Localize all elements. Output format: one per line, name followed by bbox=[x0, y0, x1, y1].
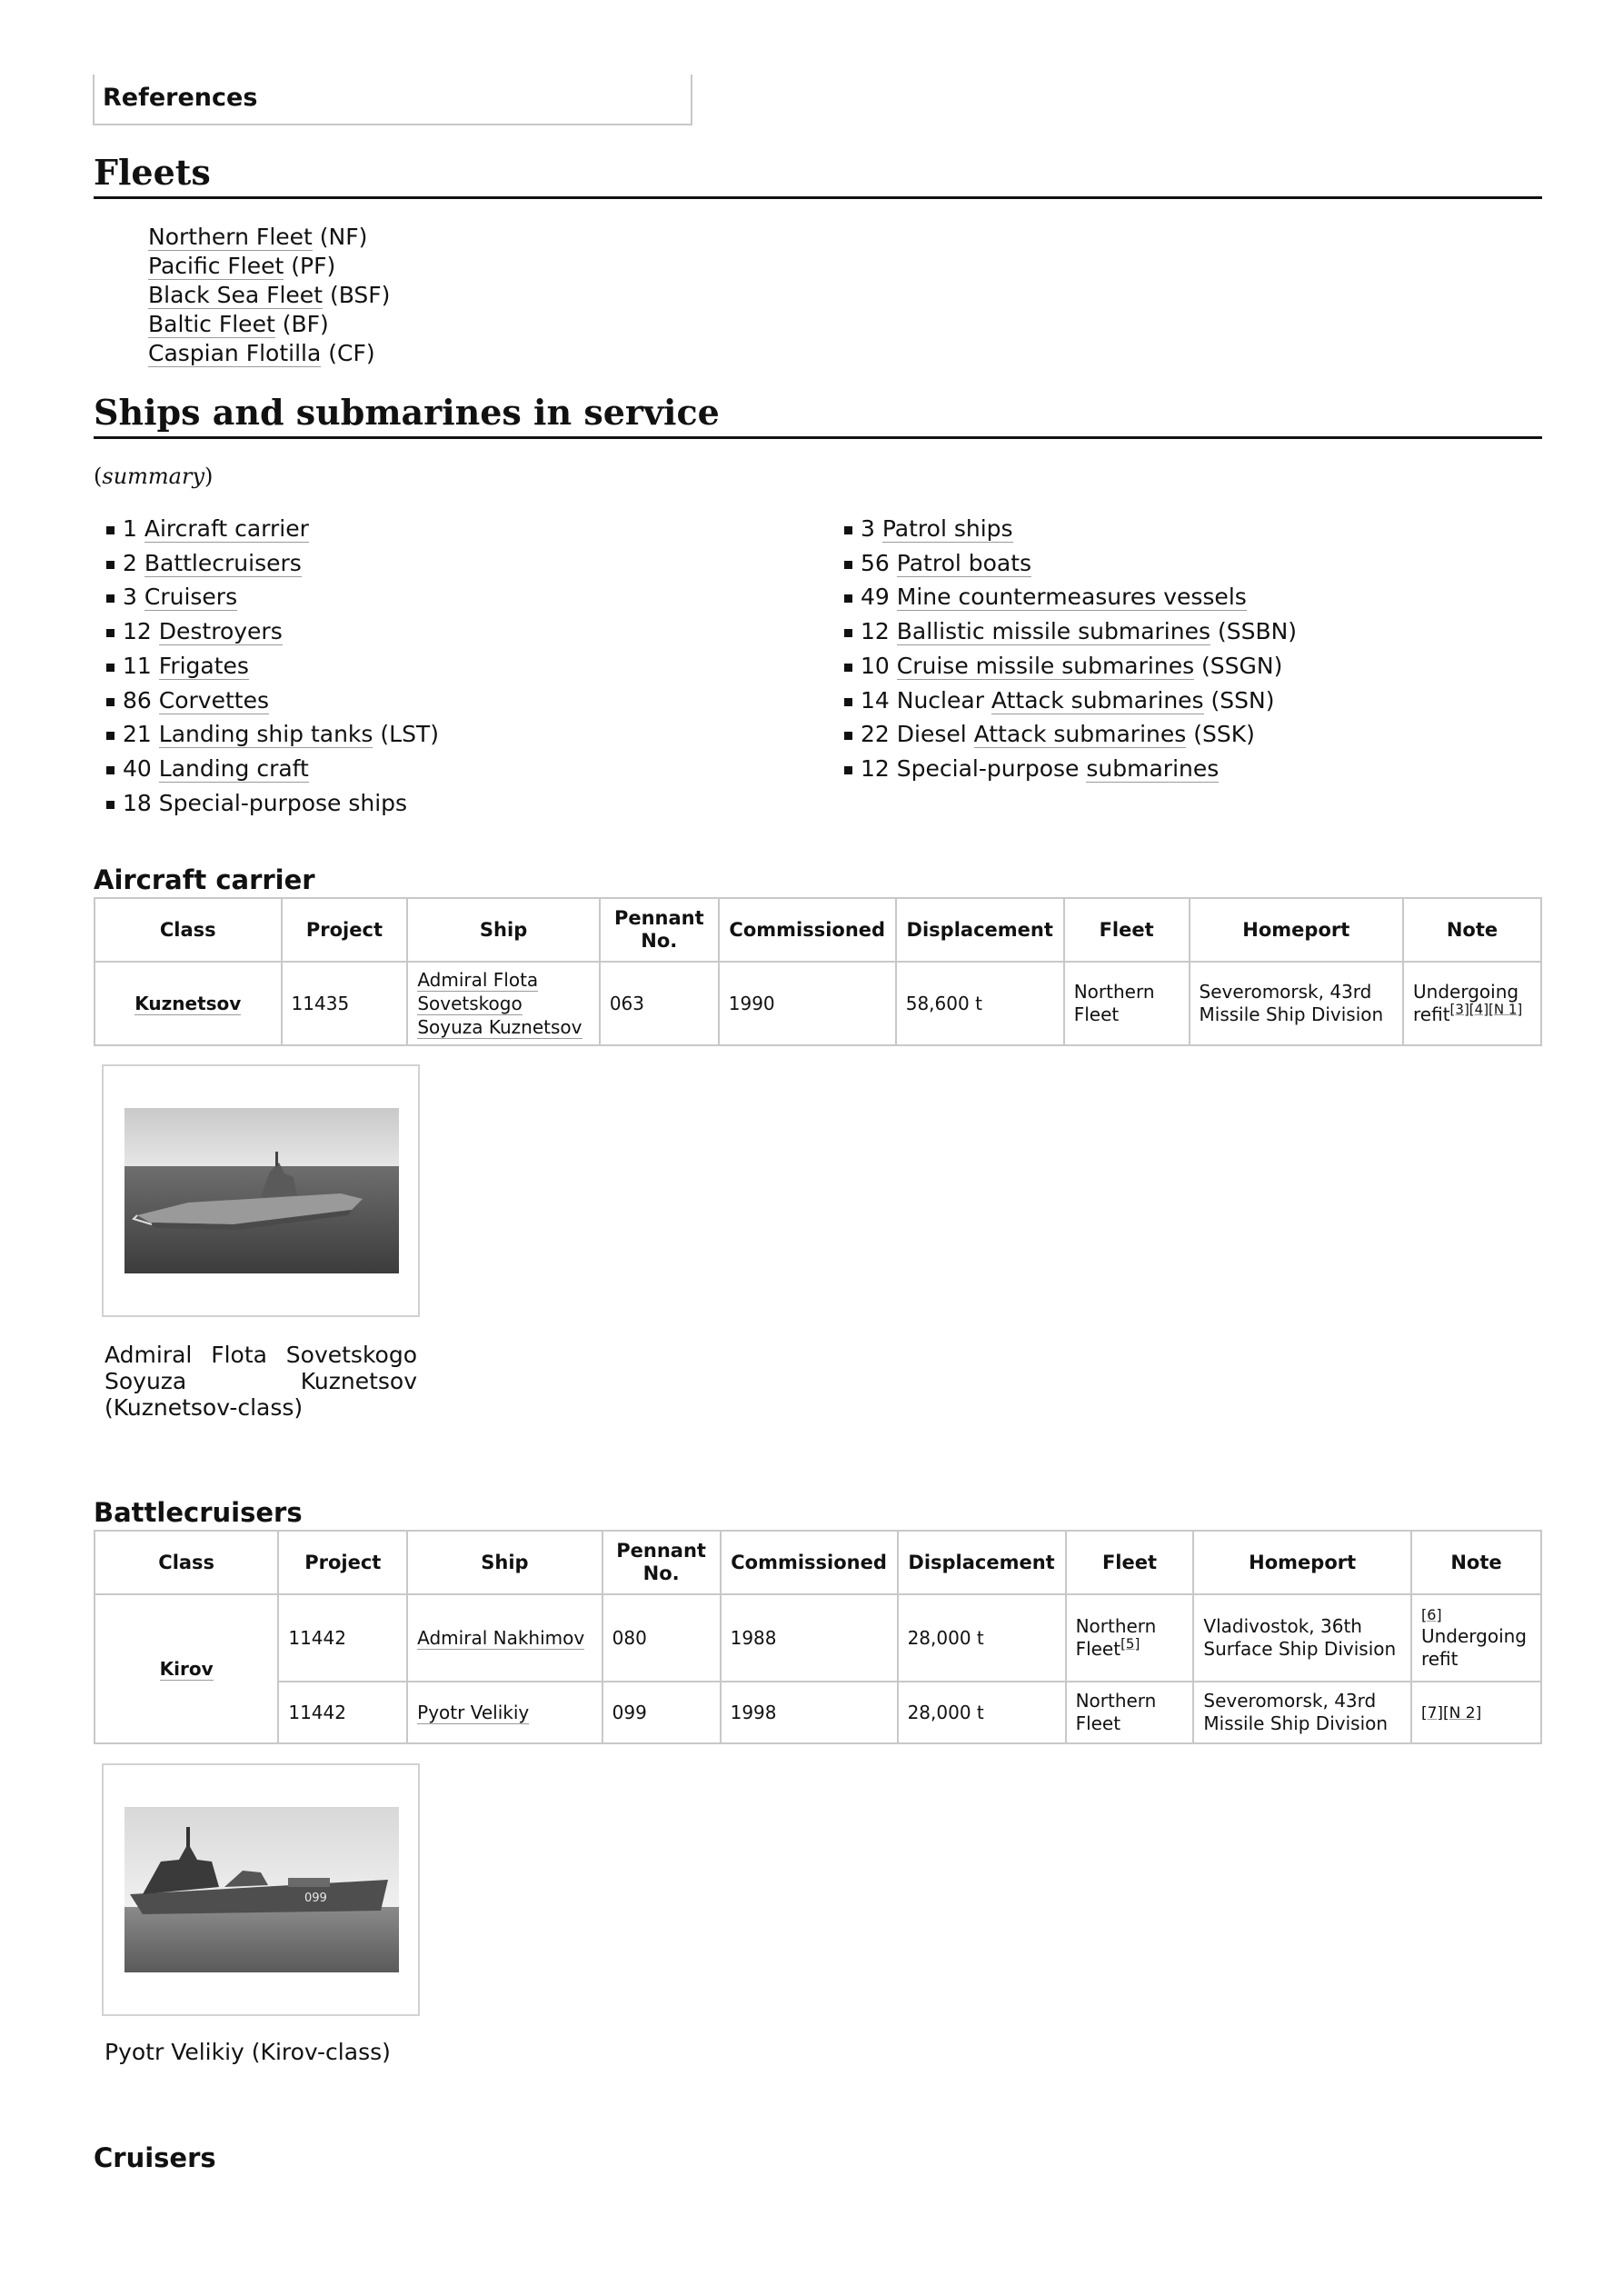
col-project: Project bbox=[282, 898, 408, 962]
note-text: Undergoing refit bbox=[1420, 1625, 1527, 1670]
col-displacement: Displacement bbox=[898, 1531, 1066, 1594]
col-pennant: Pennant No. bbox=[600, 898, 719, 962]
ship-cell bbox=[407, 1682, 602, 1743]
list-item bbox=[97, 512, 439, 546]
fleet-text: Northern Fleet bbox=[1075, 1615, 1157, 1660]
table-of-contents bbox=[93, 75, 692, 125]
list-item bbox=[835, 684, 1297, 718]
item-link[interactable]: Cruise missile submarines bbox=[896, 652, 1195, 679]
item-count: 12 bbox=[123, 618, 159, 645]
list-item bbox=[97, 717, 439, 752]
item-suffix: (SSN) bbox=[1203, 686, 1275, 714]
list-item bbox=[97, 580, 439, 614]
hull-number: 099 bbox=[304, 1892, 327, 1905]
fleet-link-northern[interactable]: Northern Fleet bbox=[148, 224, 313, 250]
item-link[interactable]: Landing craft bbox=[158, 754, 309, 782]
col-displacement: Displacement bbox=[896, 898, 1064, 962]
item-link[interactable]: Ballistic missile submarines bbox=[896, 618, 1210, 645]
item-link[interactable]: Destroyers bbox=[158, 618, 283, 645]
list-item bbox=[835, 614, 1297, 649]
note-refs[interactable]: [3][4][N 1] bbox=[1449, 1001, 1523, 1018]
col-class: Class bbox=[95, 898, 282, 962]
fleet-cell bbox=[1066, 1594, 1194, 1682]
displacement-cell: 28,000 t bbox=[898, 1682, 1066, 1743]
fleet-abbr: (PF) bbox=[284, 253, 336, 279]
item-link[interactable]: Mine countermeasures vessels bbox=[896, 584, 1247, 611]
item-link[interactable]: submarines bbox=[1086, 754, 1220, 782]
col-pennant: Pennant No. bbox=[602, 1531, 721, 1594]
fleet-link-caspian[interactable]: Caspian Flotilla bbox=[148, 340, 322, 366]
homeport-cell: Severomorsk, 43rd Missile Ship Division bbox=[1190, 962, 1403, 1045]
note-cell bbox=[1403, 962, 1541, 1045]
note-ref[interactable]: [7][N 2] bbox=[1420, 1703, 1482, 1722]
item-count: 2 bbox=[123, 549, 144, 576]
pyotr-velikiy-caption: Pyotr Velikiy (Kirov-class) bbox=[105, 2039, 391, 2065]
list-item bbox=[97, 614, 439, 649]
list-item bbox=[97, 752, 439, 786]
list-item bbox=[148, 281, 390, 310]
item-link[interactable]: Battlecruisers bbox=[144, 549, 302, 576]
note-text: Undergoing refit bbox=[1413, 981, 1519, 1025]
ship-link-admiral-nakhimov[interactable]: Admiral Nakhimov bbox=[417, 1626, 585, 1649]
fleet-link-baltic[interactable]: Baltic Fleet bbox=[148, 311, 275, 337]
item-link[interactable]: Aircraft carrier bbox=[144, 515, 309, 542]
summary-label: (summary) bbox=[94, 464, 214, 489]
item-count: 12 bbox=[861, 618, 897, 645]
ship-cell bbox=[407, 1594, 602, 1682]
item-count: 18 Special-purpose ships bbox=[123, 789, 408, 816]
col-commissioned: Commissioned bbox=[721, 1531, 898, 1594]
commissioned-cell: 1988 bbox=[721, 1594, 898, 1682]
kuznetsov-caption: Admiral Flota Sovetskogo Soyuza Kuznetsov (Kuznetsov-class) bbox=[105, 1342, 417, 1421]
note-ref[interactable]: [6] bbox=[1420, 1606, 1442, 1623]
item-link[interactable]: Frigates bbox=[158, 652, 249, 679]
class-link-kuznetsov[interactable]: Kuznetsov bbox=[134, 992, 242, 1014]
item-count: 21 bbox=[123, 721, 159, 748]
fleets-heading: Fleets bbox=[94, 153, 1542, 199]
col-fleet: Fleet bbox=[1064, 898, 1190, 962]
fleet-cell: Northern Fleet bbox=[1064, 962, 1190, 1045]
fleet-link-black-sea[interactable]: Black Sea Fleet bbox=[148, 282, 323, 308]
list-item bbox=[835, 717, 1297, 752]
list-item bbox=[835, 752, 1297, 786]
col-fleet: Fleet bbox=[1066, 1531, 1194, 1594]
note-cell bbox=[1411, 1682, 1541, 1743]
item-link[interactable]: Patrol ships bbox=[881, 515, 1013, 542]
item-count: 11 bbox=[123, 652, 159, 679]
item-count: 3 bbox=[123, 584, 144, 611]
item-suffix: (LST) bbox=[373, 721, 439, 748]
fleets-list bbox=[148, 223, 390, 368]
item-count: 22 Diesel bbox=[861, 721, 974, 748]
col-ship: Ship bbox=[407, 1531, 602, 1594]
list-item bbox=[148, 310, 390, 339]
service-list-left bbox=[97, 512, 439, 820]
homeport-cell: Vladivostok, 36th Surface Ship Division bbox=[1193, 1594, 1411, 1682]
table-header-row bbox=[95, 898, 1541, 962]
aircraft-carrier-table bbox=[94, 897, 1542, 1046]
table-row bbox=[95, 1682, 1541, 1743]
col-homeport: Homeport bbox=[1193, 1531, 1411, 1594]
list-item bbox=[835, 580, 1297, 614]
battlecruisers-heading: Battlecruisers bbox=[94, 1497, 303, 1528]
note-cell bbox=[1411, 1594, 1541, 1682]
commissioned-cell: 1990 bbox=[719, 962, 896, 1045]
fleet-abbr: (CF) bbox=[321, 340, 375, 366]
displacement-cell: 28,000 t bbox=[898, 1594, 1066, 1682]
item-link[interactable]: Patrol boats bbox=[896, 549, 1032, 576]
item-suffix: (SSK) bbox=[1186, 721, 1255, 748]
project-cell: 11435 bbox=[282, 962, 408, 1045]
item-count: 12 Special-purpose bbox=[861, 754, 1087, 782]
item-link[interactable]: Attack submarines bbox=[973, 721, 1187, 748]
class-cell bbox=[95, 962, 282, 1045]
aircraft-carrier-heading: Aircraft carrier bbox=[94, 864, 315, 895]
pennant-cell: 099 bbox=[602, 1682, 721, 1743]
list-item bbox=[148, 339, 390, 368]
service-list-right bbox=[835, 512, 1297, 786]
toc-item-references[interactable]: References bbox=[103, 84, 258, 112]
item-count: 56 bbox=[861, 549, 897, 576]
item-count: 86 bbox=[123, 686, 159, 714]
item-count: 3 bbox=[861, 515, 882, 542]
battlecruisers-table bbox=[94, 1530, 1542, 1744]
fleet-abbr: (NF) bbox=[312, 224, 368, 250]
item-count: 40 bbox=[123, 754, 159, 782]
fleet-link-pacific[interactable]: Pacific Fleet bbox=[148, 253, 284, 279]
table-row bbox=[95, 962, 1541, 1045]
item-count: 49 bbox=[861, 584, 897, 611]
displacement-cell: 58,600 t bbox=[896, 962, 1064, 1045]
ship-photo-pyotr-velikiy bbox=[124, 1807, 399, 1972]
item-link[interactable]: Cruisers bbox=[144, 584, 238, 611]
class-link-kirov[interactable]: Kirov bbox=[159, 1657, 214, 1680]
summary-text: summary bbox=[102, 464, 205, 489]
col-ship: Ship bbox=[407, 898, 600, 962]
project-cell: 11442 bbox=[278, 1594, 407, 1682]
item-count: 10 bbox=[861, 652, 897, 679]
col-note: Note bbox=[1403, 898, 1541, 962]
ship-cell bbox=[407, 962, 600, 1045]
item-count: 1 bbox=[123, 515, 144, 542]
pennant-cell: 080 bbox=[602, 1594, 721, 1682]
homeport-cell: Severomorsk, 43rd Missile Ship Division bbox=[1193, 1682, 1411, 1743]
list-item bbox=[97, 684, 439, 718]
kuznetsov-photo[interactable] bbox=[102, 1064, 420, 1317]
ship-link-pyotr-velikiy[interactable]: Pyotr Velikiy bbox=[417, 1701, 530, 1723]
project-cell: 11442 bbox=[278, 1682, 407, 1743]
list-item bbox=[97, 786, 439, 821]
table-row bbox=[95, 1594, 1541, 1682]
list-item bbox=[835, 512, 1297, 546]
fleet-abbr: (BSF) bbox=[323, 282, 391, 308]
class-cell bbox=[95, 1594, 278, 1743]
item-suffix: (SSBN) bbox=[1210, 618, 1298, 645]
item-link[interactable]: Corvettes bbox=[158, 686, 269, 714]
pennant-cell: 063 bbox=[600, 962, 719, 1045]
col-commissioned: Commissioned bbox=[719, 898, 896, 962]
list-item bbox=[97, 649, 439, 684]
fleet-cell: Northern Fleet bbox=[1066, 1682, 1194, 1743]
ship-photo-kuznetsov bbox=[124, 1108, 399, 1273]
item-link[interactable]: Landing ship tanks bbox=[158, 721, 373, 748]
item-suffix: (SSGN) bbox=[1194, 652, 1283, 679]
pyotr-velikiy-photo[interactable] bbox=[102, 1763, 420, 2016]
commissioned-cell: 1998 bbox=[721, 1682, 898, 1743]
service-heading: Ships and submarines in service bbox=[94, 393, 1542, 439]
col-project: Project bbox=[278, 1531, 407, 1594]
col-class: Class bbox=[95, 1531, 278, 1594]
col-homeport: Homeport bbox=[1190, 898, 1403, 962]
fleet-abbr: (BF) bbox=[274, 311, 329, 337]
table-header-row bbox=[95, 1531, 1541, 1594]
list-item bbox=[835, 546, 1297, 581]
list-item bbox=[148, 223, 390, 252]
col-note: Note bbox=[1411, 1531, 1541, 1594]
fleet-ref[interactable]: [5] bbox=[1120, 1635, 1140, 1652]
item-link[interactable]: Attack submarines bbox=[991, 686, 1204, 714]
list-item bbox=[97, 546, 439, 581]
ship-link-kuznetsov[interactable]: Admiral Flota Sovetskogo Soyuza Kuznetsov bbox=[417, 969, 582, 1038]
cruisers-heading: Cruisers bbox=[94, 2142, 216, 2173]
list-item bbox=[835, 649, 1297, 684]
item-count: 14 Nuclear bbox=[861, 686, 991, 714]
list-item bbox=[148, 252, 390, 281]
